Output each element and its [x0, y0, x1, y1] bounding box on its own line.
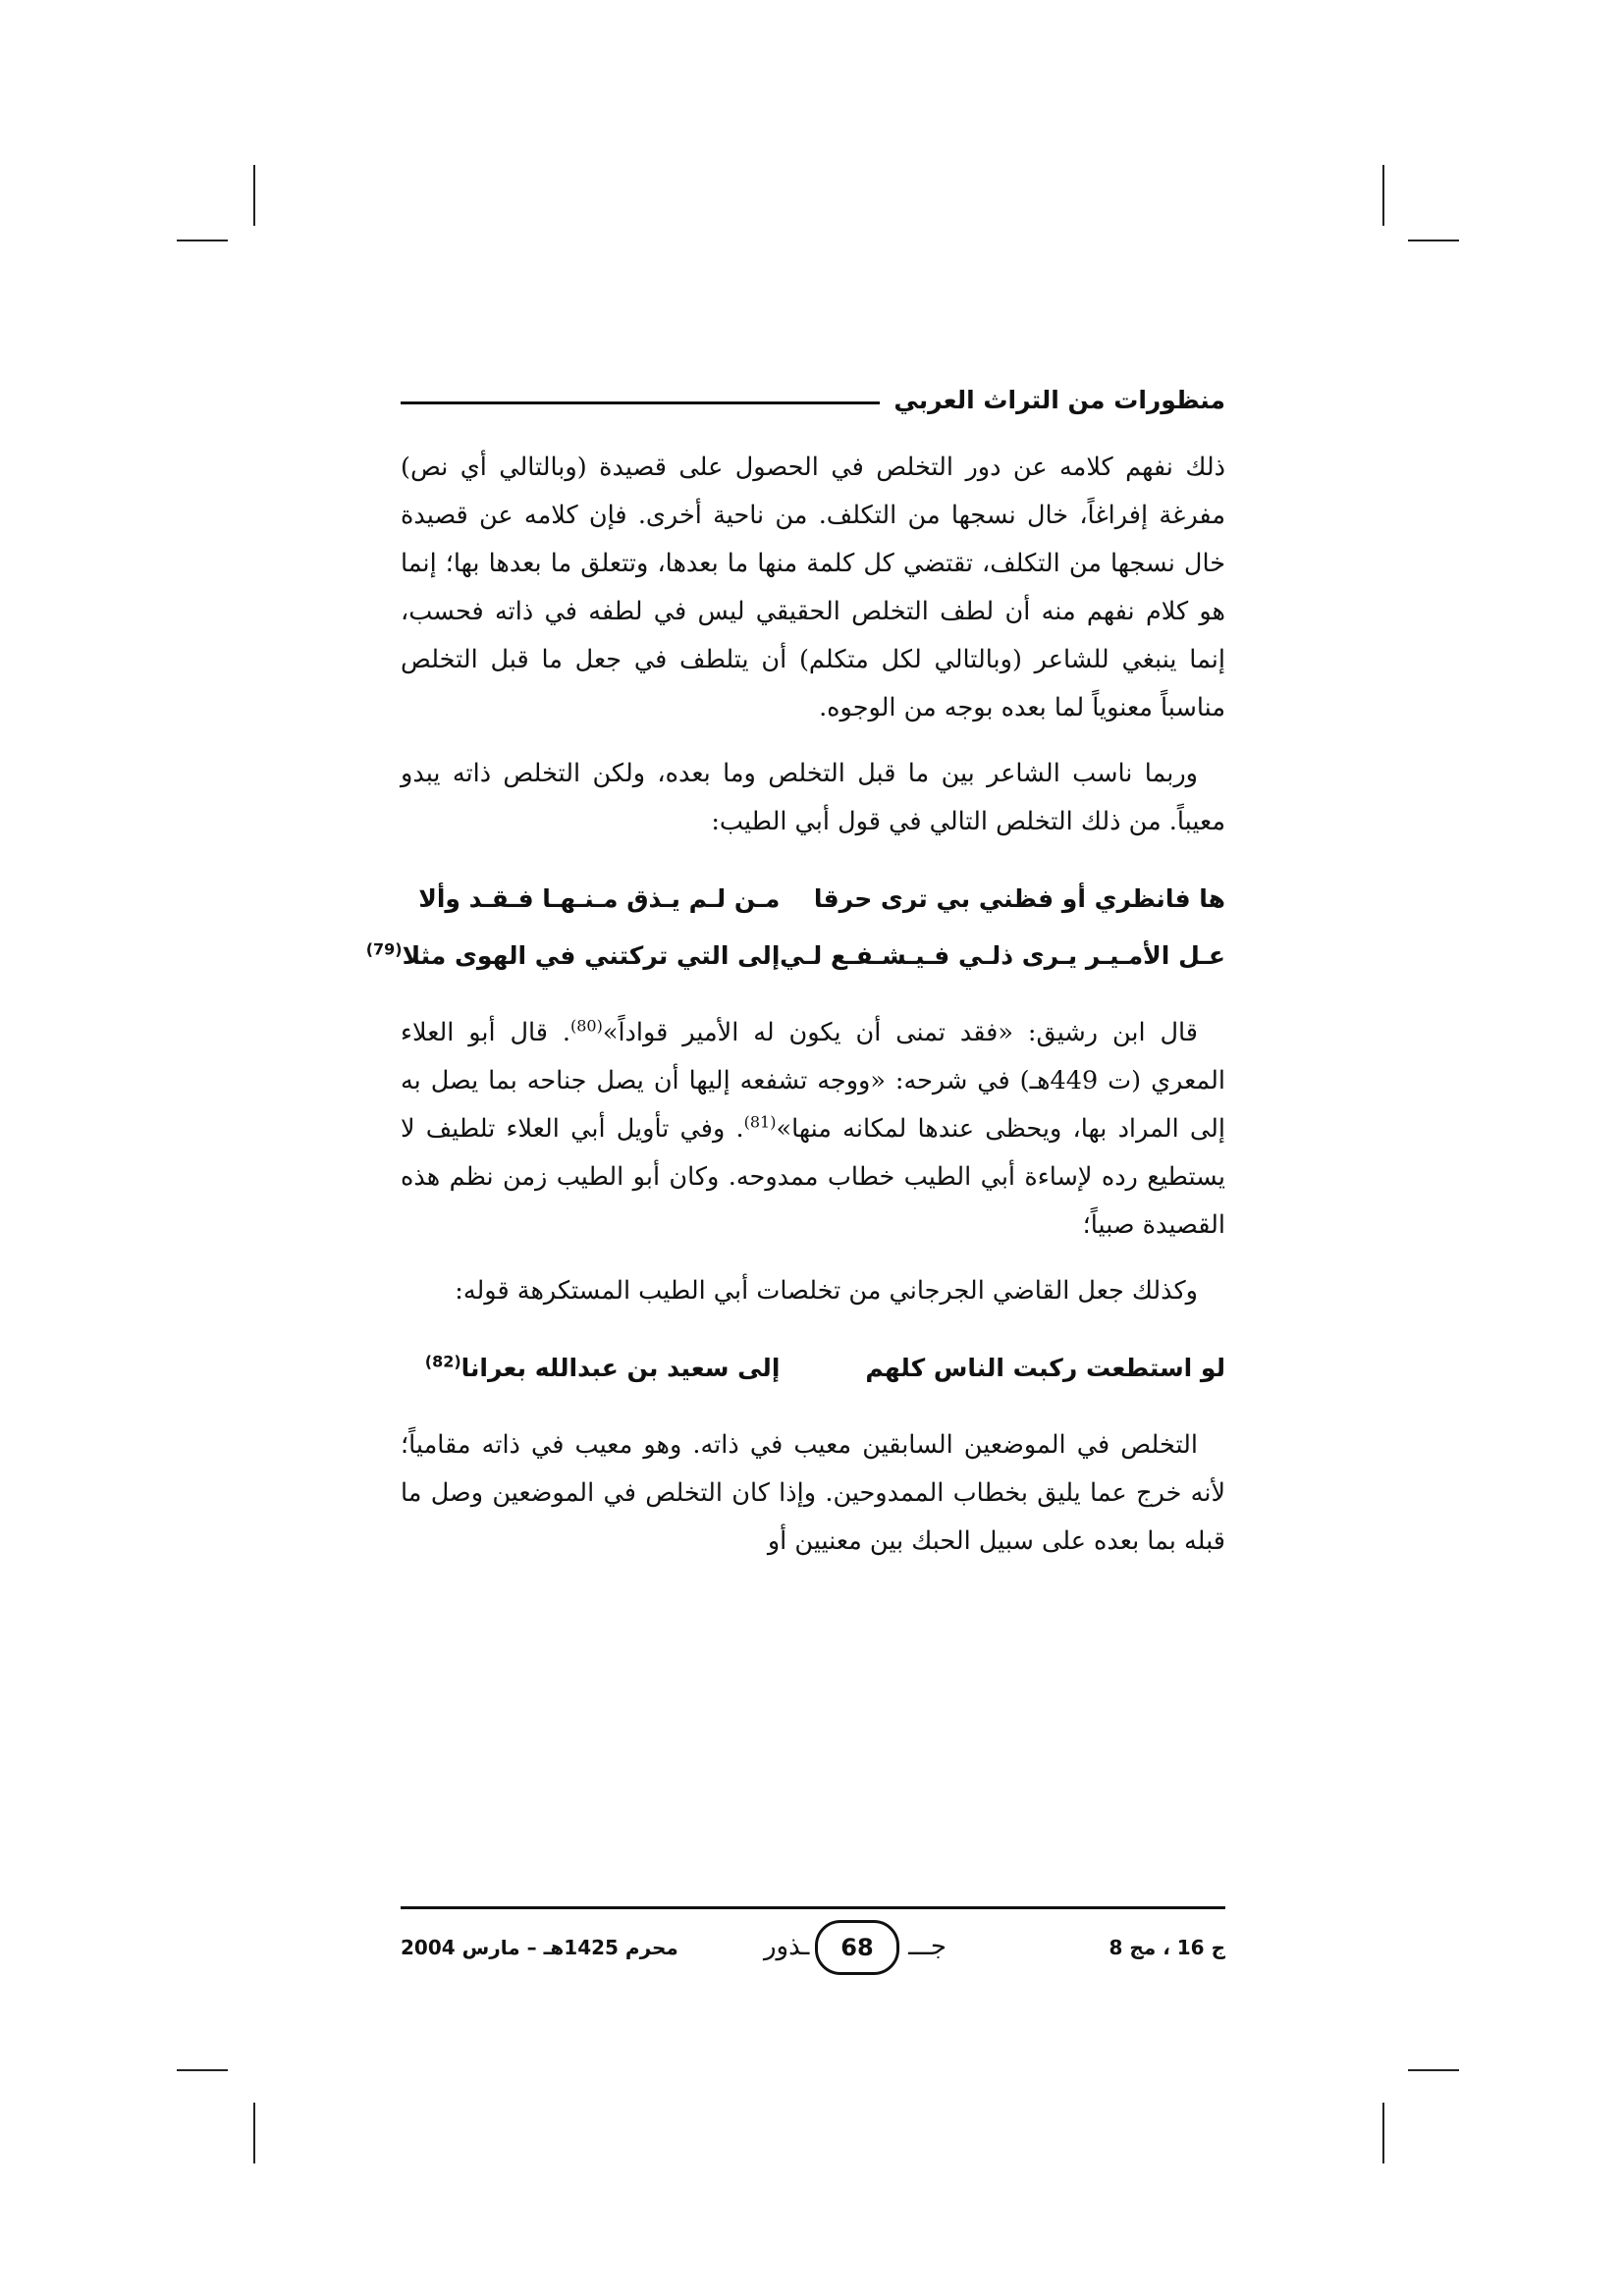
crop-mark	[1382, 2103, 1384, 2163]
verse-hemistich: لو استطعت ركبت الناس كلهم	[865, 1353, 1225, 1382]
crop-mark	[1408, 2069, 1459, 2071]
article-body	[365, 444, 1225, 1583]
paragraph-text: قال ابن رشيق: «فقد تمنى أن يكون له الأمير قواداً»	[602, 1018, 1198, 1047]
verse-line	[401, 1339, 1225, 1396]
header-rule	[401, 401, 880, 404]
verse-block	[365, 870, 1225, 984]
verse-text: إلى التي تركتني في الهوى مثلا	[402, 940, 781, 970]
paragraph	[401, 1009, 1225, 1250]
verse-hemistich: ها فانظري أو فظني بي ترى حرقا	[813, 883, 1225, 913]
verse-block	[401, 1339, 1225, 1396]
crop-mark	[177, 2069, 228, 2071]
footnote-ref: (79)	[365, 939, 403, 959]
paragraph-text: ذلك نفهم كلامه عن دور التخلص في الحصول على قصيدة (وبالتالي أي نص) مفرغة إفراغاً، خال نسجها من التكلف. من ناحية أخرى. فإن كلامه عن قصيدة خال نسجها من التكلف، تقتضي كل كلمة منها ما بعدها، وتتعلق ما بعدها بها؛ إنما هو كلام نفهم منه أن لطف التخلص الحقيقي ليس في لطفه في ذاته فحسب، إنما ينبغي للشاعر (وبالتالي لكل متكلم) أن يتلطف في جعل ما قبل التخلص مناسباً معنوياً لما بعده بوجه من الوجوه.	[401, 453, 1225, 722]
page-footer	[401, 1906, 1225, 1985]
paragraph	[401, 750, 1225, 846]
crop-mark	[253, 165, 255, 226]
running-header	[401, 375, 1225, 424]
footnote-ref: (82)	[424, 1352, 461, 1371]
issue-label: ج 16 ، مج 8	[1109, 1936, 1225, 1959]
magazine-name-start: جـــ	[908, 1932, 947, 1961]
paragraph-text: التخلص في الموضعين السابقين معيب في ذاته. وهو معيب في ذاته مقامياً؛ لأنه خرج عما يليق بخطاب الممدوحين. وإذا كان التخلص في الموضعين وصل ما قبله بما بعده على سبيل الحبك بين معنيين أو	[401, 1430, 1225, 1556]
footnote-ref: (81)	[743, 1112, 777, 1132]
verse-hemistich: مـن لـم يـذق مـنـهـا فـقـد وألا	[418, 883, 781, 913]
paragraph	[401, 444, 1225, 732]
footer-rule	[401, 1906, 1225, 1909]
running-title: منظورات من التراث العربي	[893, 385, 1225, 414]
paragraph-text: وكذلك جعل القاضي الجرجاني من تخلصات أبي الطيب المستكرهة قوله:	[455, 1276, 1198, 1306]
crop-mark	[1382, 165, 1384, 226]
crop-mark	[1408, 240, 1459, 241]
paragraph	[401, 1421, 1225, 1566]
paragraph-text: . قال أبو العلاء المعري (ت 449هـ) في شرحه: «ووجه تشفعه إليها أن يصل جناحه بما يصل به إلى المراد بها، ويحظى عندها لمكانه منها»	[401, 1018, 1225, 1144]
verse-line	[401, 870, 1225, 927]
verse-hemistich	[365, 939, 781, 970]
crop-mark	[253, 2103, 255, 2163]
verse-hemistich	[401, 1354, 780, 1382]
footnote-ref: (80)	[570, 1016, 603, 1036]
paragraph	[401, 1267, 1225, 1315]
crop-mark	[177, 240, 228, 241]
page-number: 68	[815, 1920, 899, 1975]
magazine-name-end: ـذور	[764, 1932, 810, 1961]
magazine-logo	[764, 1920, 950, 1975]
verse-text: إلى سعيد بن عبدالله بعرانا	[460, 1353, 781, 1382]
verse-line	[365, 927, 1225, 984]
paragraph-text: وربما ناسب الشاعر بين ما قبل التخلص وما بعده، ولكن التخلص ذاته يبدو معيباً. من ذلك التخلص التالي في قول أبي الطيب:	[401, 759, 1225, 836]
paragraph-text: . وفي تأويل أبي العلاء تلطيف لا يستطيع رده لإساءة أبي الطيب خطاب ممدوحه. وكان أبو الطيب زمن نظم هذه القصيدة صبياً؛	[401, 1114, 1225, 1240]
issue-date: محرم 1425هـ – مارس 2004	[401, 1936, 678, 1959]
journal-page	[365, 375, 1225, 1985]
verse-hemistich: عـل الأمـيـر يـرى ذلـي فـيـشـفـع لـي	[780, 940, 1225, 970]
